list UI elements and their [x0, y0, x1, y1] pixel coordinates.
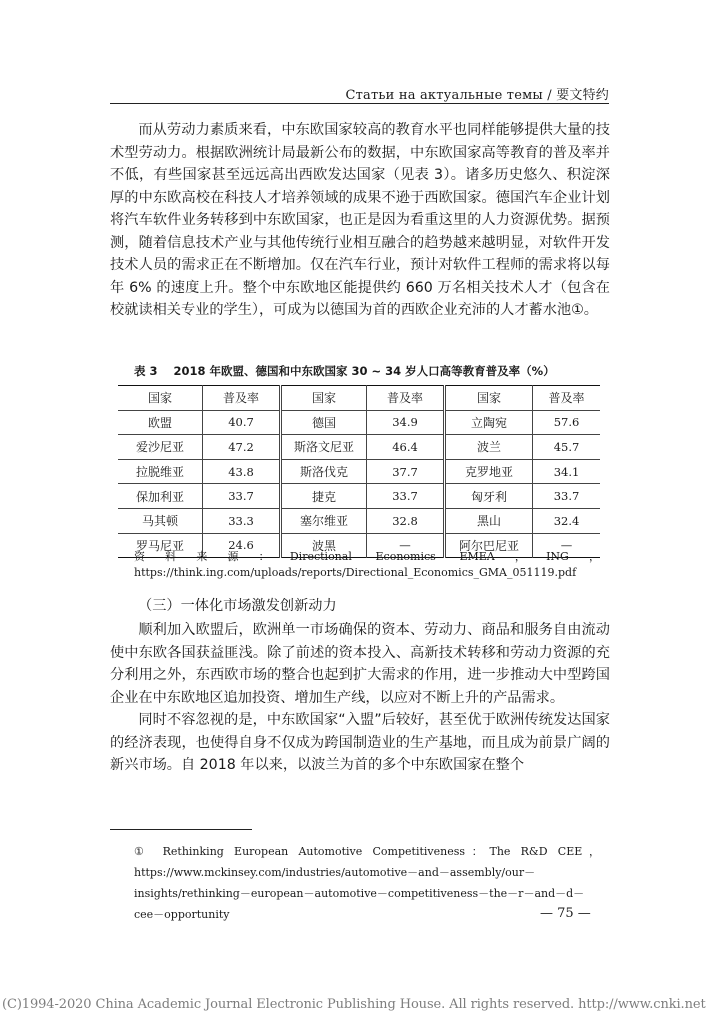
table-row	[118, 435, 600, 460]
table-cell: 保加利亚	[118, 484, 203, 509]
table-cell: 克罗地亚	[445, 459, 533, 484]
table-cell: 拉脱维亚	[118, 459, 203, 484]
table-caption	[134, 363, 555, 379]
column-header: 国家	[445, 386, 533, 411]
table-row	[118, 459, 600, 484]
table-cell: 57.6	[533, 410, 601, 435]
column-header: 国家	[281, 386, 367, 411]
table-row	[118, 508, 600, 533]
table-cell: 32.4	[533, 508, 601, 533]
table-cell: 40.7	[203, 410, 281, 435]
footnote-mark: ①	[134, 845, 151, 858]
table-cell: 33.3	[203, 508, 281, 533]
page-number: — 75 —	[540, 906, 591, 921]
table-cell: 黑山	[445, 508, 533, 533]
table-cell: 匈牙利	[445, 484, 533, 509]
table-cell: 斯洛伐克	[281, 459, 367, 484]
table-cell: 马其顿	[118, 508, 203, 533]
table-cell: 欧盟	[118, 410, 203, 435]
table-source-note: 资料来源：Directional Economics EMEA，ING，https://think.ing.com/uploads/reports/Directional_Economics_GMA_051119.pdf	[134, 550, 600, 579]
table-cell: 34.1	[533, 459, 601, 484]
table-cell: 波黑	[281, 533, 367, 558]
table-cell: 33.7	[367, 484, 445, 509]
body-paragraphs-section-3	[110, 619, 610, 777]
paragraph-text: 顺利加入欧盟后，欧洲单一市场确保的资本、劳动力、商品和服务自由流动使中东欧各国获益匪浅。除了前述的资本投入、高新技术转移和劳动力资源的充分利用之外，东西欧市场的整合也起到扩大需求的作用，进一步推动大中型跨国企业在中东欧地区追加投资、增加生产线，以应对不断上升的产品需求。	[110, 622, 610, 706]
education-rate-table	[118, 385, 600, 558]
header-rule	[110, 103, 609, 104]
table-cell: 33.7	[533, 484, 601, 509]
paragraph-text: 同时不容忽视的是，中东欧国家“入盟”后较好，甚至优于欧洲传统发达国家的经济表现，也使得自身不仅成为跨国制造业的生产基地，而且成为前景广阔的新兴市场。自 2018 年以来，以波兰为首的多个中东欧国家在整个	[110, 712, 610, 773]
column-header: 普及率	[367, 386, 445, 411]
section-heading: （三）一体化市场激发创新动力	[138, 598, 337, 614]
table-cell: 捷克	[281, 484, 367, 509]
table-cell: 阿尔巴尼亚	[445, 533, 533, 558]
table-row	[118, 484, 600, 509]
table-cell: 波兰	[445, 435, 533, 460]
table-cell: 45.7	[533, 435, 601, 460]
table-cell: 33.7	[203, 484, 281, 509]
column-header: 普及率	[533, 386, 601, 411]
table-header-row	[118, 386, 600, 411]
table-title: 2018 年欧盟、德国和中东欧国家 30 ~ 34 岁人口高等教育普及率（%）	[173, 364, 555, 378]
table-cell: 43.8	[203, 459, 281, 484]
copyright-watermark: (C)1994-2020 China Academic Journal Electronic Publishing House. All rights reserved. http://www.cnki.net	[2, 997, 706, 1012]
table-cell: 32.8	[367, 508, 445, 533]
table-cell: 爱沙尼亚	[118, 435, 203, 460]
footnote	[134, 841, 600, 925]
table-cell: —	[367, 533, 445, 558]
table-cell: 24.6	[203, 533, 281, 558]
footnote-rule	[110, 829, 252, 830]
table-cell: 46.4	[367, 435, 445, 460]
body-paragraph-1	[110, 119, 610, 322]
paragraph-text: 而从劳动力素质来看，中东欧国家较高的教育水平也同样能够提供大量的技术型劳动力。根据欧洲统计局最新公布的数据，中东欧国家高等教育的普及率并不低，有些国家甚至远远高出西欧发达国家（见表 3）。诸多历史悠久、积淀深厚的中东欧高校在科技人才培养领域的成果不逊于西欧国家。德国汽车企业计划将汽车软件业务转移到中东欧国家，也正是因为看重这里的人力资源优势。据预测，随着信息技术产业与其他传统行业相互融合的趋势越来越明显，对软件开发技术人员的需求正在不断增加。仅在汽车行业，预计对软件工程师的需求将以每年 6% 的速度上升。整个中东欧地区能提供约 660 万名相关技术人才（包含在校就读相关专业的学生），可成为以德国为首的西欧企业充沛的人才蓄水池①。	[110, 122, 610, 318]
table-label: 表 3	[134, 364, 158, 378]
column-header: 国家	[118, 386, 203, 411]
column-header: 普及率	[203, 386, 281, 411]
table-cell: 斯洛文尼亚	[281, 435, 367, 460]
table-cell: 罗马尼亚	[118, 533, 203, 558]
footnote-text: Rethinking European Automotive Competitiveness：The R&D CEE，https://www.mckinsey.com/industries/automotive－and－assembly/our－insights/rethinking－european－automotive－competitiveness－the－r－and－d－cee－opportunity	[134, 845, 600, 921]
table-cell: 塞尔维亚	[281, 508, 367, 533]
table-cell: 37.7	[367, 459, 445, 484]
table-cell: 立陶宛	[445, 410, 533, 435]
running-head: Статьи на актуальные темы / 要文特约	[345, 88, 609, 103]
table-cell: —	[560, 538, 573, 553]
table-cell: 德国	[281, 410, 367, 435]
table-cell: 34.9	[367, 410, 445, 435]
table-row	[118, 410, 600, 435]
table-cell: 47.2	[203, 435, 281, 460]
